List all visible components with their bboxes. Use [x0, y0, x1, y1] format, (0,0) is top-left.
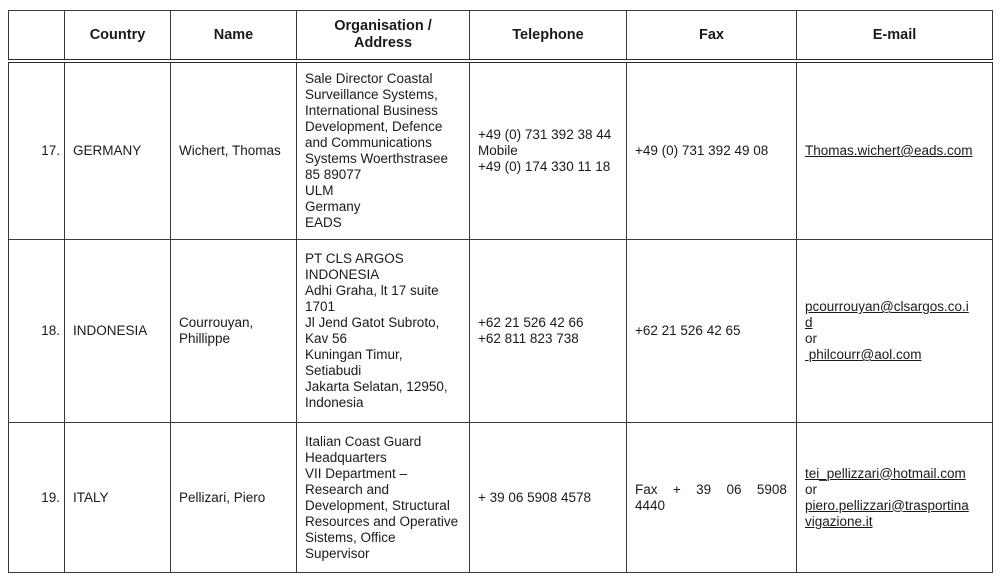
email-cell — [797, 61, 993, 240]
fax-cell — [627, 61, 797, 240]
name-line: Phillippe — [179, 331, 231, 346]
email-link[interactable]: tei_pellizzari@hotmail.com — [805, 465, 966, 481]
address-line: Indonesia — [305, 395, 364, 410]
telephone-cell — [470, 61, 627, 240]
address-cell — [297, 423, 470, 573]
country-cell: GERMANY — [65, 61, 171, 240]
email-link-continued[interactable]: d — [805, 315, 813, 330]
telephone-line: +62 811 823 738 — [478, 331, 579, 346]
address-line: Development, Defence — [305, 119, 443, 134]
fax-line: +49 (0) 731 392 49 08 — [635, 143, 769, 158]
fax-part: 06 — [726, 481, 742, 497]
header-organisation — [297, 11, 470, 62]
fax-line-justified — [635, 482, 787, 498]
header-fax: Fax — [627, 11, 797, 62]
address-cell — [297, 240, 470, 423]
address-line: ULM — [305, 183, 334, 198]
name-cell — [171, 61, 297, 240]
address-line: Germany — [305, 199, 361, 214]
telephone-cell — [470, 240, 627, 423]
address-line: Jl Jend Gatot Subroto, — [305, 315, 440, 330]
address-line: Development, Structural — [305, 497, 450, 513]
address-line: Supervisor — [305, 545, 370, 561]
telephone-line: Mobile — [478, 143, 518, 158]
address-line: 85 89077 — [305, 167, 362, 182]
contact-table-sheet — [8, 10, 992, 573]
country-cell: INDONESIA — [65, 240, 171, 423]
address-line: Adhi Graha, lt 17 suite — [305, 283, 439, 298]
telephone-line: + 39 06 5908 4578 — [478, 489, 591, 505]
name-line: Pellizari, Piero — [179, 489, 266, 505]
address-line: and Communications — [305, 135, 432, 150]
table-row — [9, 423, 993, 573]
header-row — [9, 11, 993, 62]
row-number: 19. — [9, 423, 65, 573]
header-organisation-line2: Address — [353, 35, 413, 51]
telephone-line: +49 (0) 731 392 38 44 — [478, 127, 612, 142]
address-line: International Business — [305, 103, 438, 118]
fax-part: 39 — [696, 481, 712, 497]
address-line: Headquarters — [305, 449, 387, 465]
fax-part: 5908 — [756, 481, 787, 497]
country-cell: ITALY — [65, 423, 171, 573]
table-row — [9, 61, 993, 240]
row-number: 17. — [9, 61, 65, 240]
address-line: Italian Coast Guard — [305, 433, 422, 449]
address-line: 1701 — [305, 299, 336, 314]
fax-part: Fax — [635, 481, 658, 497]
email-link[interactable]: pcourrouyan@clsargos.co.i — [805, 299, 969, 314]
header-organisation-line1: Organisation / — [334, 18, 432, 34]
name-cell — [171, 240, 297, 423]
email-link[interactable]: Thomas.wichert@eads.com — [805, 143, 973, 158]
table-row — [9, 240, 993, 423]
header-email: E-mail — [797, 11, 993, 62]
header-name: Name — [171, 11, 297, 62]
row-number: 18. — [9, 240, 65, 423]
email-link-alt[interactable]: philcourr@aol.com — [805, 347, 922, 362]
email-cell — [797, 423, 993, 573]
email-or-label: or — [805, 331, 818, 346]
header-num — [9, 11, 65, 62]
header-telephone: Telephone — [470, 11, 627, 62]
address-line: Sale Director Coastal — [305, 71, 433, 86]
address-line: Setiabudi — [305, 363, 362, 378]
address-line: Systems Woerthstrasee — [305, 151, 449, 166]
email-link-alt[interactable]: piero.pellizzari@trasportina — [805, 497, 969, 513]
address-line: Kav 56 — [305, 331, 348, 346]
address-line: Surveillance Systems, — [305, 87, 438, 102]
address-line: Sistems, Office — [305, 529, 396, 545]
address-line: Kuningan Timur, — [305, 347, 403, 362]
header-country: Country — [65, 11, 171, 62]
fax-cell — [627, 423, 797, 573]
name-line: Courrouyan, — [179, 315, 254, 330]
address-line: INDONESIA — [305, 267, 380, 282]
address-line: Resources and Operative — [305, 513, 459, 529]
email-cell — [797, 240, 993, 423]
address-line: EADS — [305, 215, 342, 230]
email-link-alt-continued[interactable]: vigazione.it — [805, 513, 873, 529]
address-line: PT CLS ARGOS — [305, 251, 404, 266]
telephone-line: +62 21 526 42 66 — [478, 315, 584, 330]
telephone-line: +49 (0) 174 330 11 18 — [478, 159, 611, 174]
fax-part: + — [672, 481, 681, 497]
fax-cell — [627, 240, 797, 423]
telephone-cell — [470, 423, 627, 573]
contact-table — [8, 10, 993, 573]
fax-line: 4440 — [635, 497, 666, 513]
address-line: Jakarta Selatan, 12950, — [305, 379, 448, 394]
name-cell — [171, 423, 297, 573]
fax-line: +62 21 526 42 65 — [635, 323, 741, 338]
name-line: Wichert, Thomas — [179, 143, 281, 158]
address-cell — [297, 61, 470, 240]
address-line: Research and — [305, 481, 390, 497]
email-or-label: or — [805, 481, 818, 497]
address-line: VII Department – — [305, 465, 408, 481]
